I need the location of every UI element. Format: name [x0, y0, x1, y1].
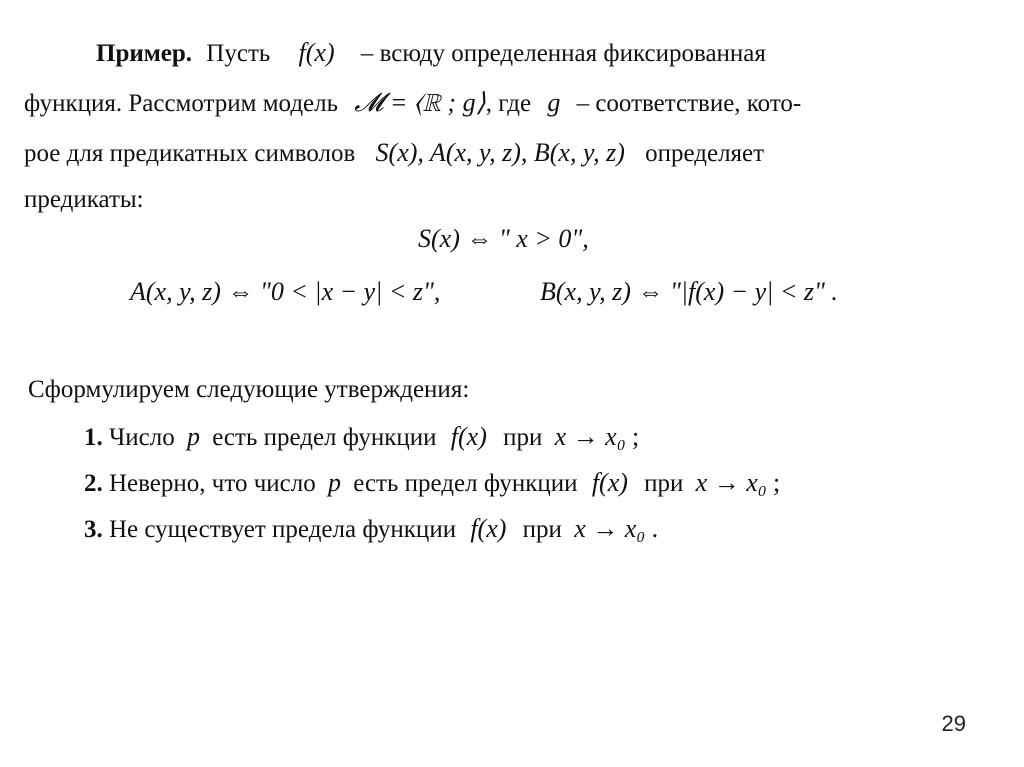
statement-text: Число [109, 424, 175, 451]
statement-text: при [644, 470, 684, 497]
formula-s: S(x) ⇔ " x > 0", [418, 224, 589, 253]
statement-text: есть предел функции [353, 470, 578, 497]
math-expression: p [186, 422, 200, 451]
statement-number: 3. [84, 516, 103, 543]
formula-b: B(x, y, z) ⇔ "|f(x) − y| < z" . [540, 277, 838, 306]
statement-item-3 [84, 514, 658, 544]
statement-text: есть предел функции [212, 424, 437, 451]
statement-text: Не существует предела функции [109, 516, 457, 543]
example-text: – соответствие, кото- [576, 90, 802, 117]
math-expression: f(x) [470, 514, 507, 543]
math-expression: g [547, 88, 561, 117]
math-expression: p [327, 468, 341, 497]
statement-tail: ; [632, 422, 640, 451]
math-expression: x → x₀ [574, 514, 646, 543]
statement-tail: ; [773, 468, 781, 497]
math-expression: x → x₀ [695, 468, 767, 497]
math-expression: x → x₀ [554, 422, 626, 451]
example-text: определяет [645, 140, 765, 167]
statement-text: при [522, 516, 562, 543]
example-text: функция. Рассмотрим модель [24, 90, 339, 117]
example-line-4 [24, 186, 144, 214]
math-expression: f(x) [591, 468, 628, 497]
example-text: Пусть [206, 40, 271, 67]
statement-item-1 [84, 422, 639, 452]
statement-number: 1. [84, 424, 103, 451]
example-text: – всюду определенная фиксированная [360, 40, 766, 67]
math-expression: f(x) [298, 38, 335, 67]
example-text: , где [485, 90, 532, 117]
math-expression: 𝓜 = ⟨ℝ ; g⟩ [354, 88, 486, 117]
math-expression: S(x), A(x, y, z), B(x, y, z) [375, 138, 625, 167]
formula-a: A(x, y, z) ⇔ "0 < |x − y| < z", [130, 277, 441, 306]
statements-intro: Сформулируем следующие утверждения: [28, 376, 470, 403]
example-line-2 [24, 88, 801, 119]
example-line-1 [96, 38, 766, 68]
statement-number: 2. [84, 470, 103, 497]
statement-item-2 [84, 468, 780, 498]
page-number: 29 [941, 711, 966, 736]
example-text: предикаты: [24, 186, 144, 213]
math-expression: f(x) [450, 422, 487, 451]
statement-text: Неверно, что число [109, 470, 316, 497]
statement-text: при [503, 424, 543, 451]
example-line-3 [24, 138, 764, 168]
example-text: рое для предикатных символов [24, 140, 356, 167]
example-label: Пример. [96, 40, 193, 67]
statement-tail: . [651, 514, 659, 543]
